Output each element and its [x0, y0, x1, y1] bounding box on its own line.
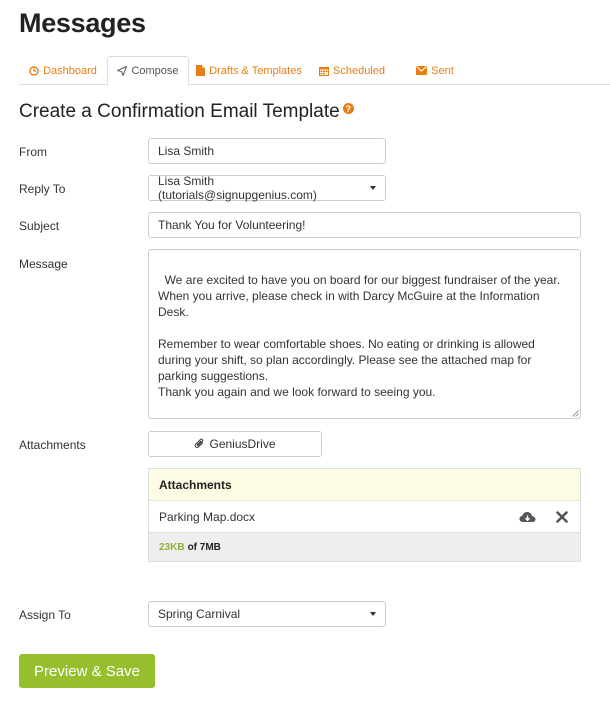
genius-drive-button[interactable]	[148, 431, 322, 457]
envelope-icon	[416, 66, 427, 75]
remove-icon[interactable]	[556, 511, 568, 523]
document-icon	[196, 65, 205, 76]
resize-grip-icon[interactable]	[572, 410, 579, 417]
paperclip-icon	[194, 438, 205, 450]
tab-label: Drafts & Templates	[209, 64, 302, 77]
assign-to-label: Assign To	[19, 608, 71, 622]
attachments-panel	[148, 468, 581, 562]
message-textarea[interactable]	[148, 249, 581, 419]
cloud-download-icon[interactable]	[519, 511, 536, 524]
tab-label: Compose	[131, 65, 179, 77]
page-title: Messages	[19, 8, 146, 38]
from-field[interactable]	[148, 138, 386, 164]
attachment-filename: Parking Map.docx	[159, 509, 256, 524]
subject-value: Thank You for Volunteering!	[158, 218, 306, 232]
reply-to-select[interactable]	[148, 175, 386, 201]
tab-label: Dashboard	[43, 64, 97, 77]
tab-dashboard[interactable]	[19, 56, 107, 85]
form-title-text: Create a Confirmation Email Template	[19, 101, 340, 122]
preview-save-button[interactable]: Preview & Save	[19, 654, 155, 688]
message-label: Message	[19, 257, 68, 271]
attachments-label: Attachments	[19, 438, 86, 452]
tab-sent[interactable]	[395, 56, 475, 85]
form-title	[19, 101, 354, 123]
message-value: We are excited to have you on board for our biggest fundraiser of the year. When you arrive, please check in with Darcy McGuire at the Information Desk. Remember to wear comfortable shoes. No eating or drinking is allowed during your shift, so plan accordingly. Please see the attached map for parking suggestions. Thank you again and we look forward to seeing you.	[158, 273, 561, 399]
paper-plane-icon	[117, 66, 127, 76]
storage-total: of 7MB	[187, 541, 221, 553]
from-label: From	[19, 145, 47, 159]
clock-icon	[29, 66, 39, 76]
storage-used: 23KB	[159, 541, 185, 553]
tab-scheduled[interactable]	[309, 56, 395, 85]
genius-drive-label: GeniusDrive	[209, 437, 276, 451]
subject-field[interactable]	[148, 212, 581, 238]
from-value: Lisa Smith	[158, 144, 215, 158]
reply-to-label: Reply To	[19, 182, 66, 196]
assign-to-select[interactable]	[148, 601, 386, 627]
caret-down-icon	[370, 612, 376, 616]
subject-label: Subject	[19, 219, 60, 233]
caret-down-icon	[370, 186, 376, 190]
tab-compose[interactable]	[107, 56, 189, 86]
help-icon[interactable]: ?	[343, 103, 354, 114]
attachment-item	[149, 501, 580, 533]
tab-label: Scheduled	[333, 64, 385, 77]
reply-to-value: Lisa Smith (tutorials@signupgenius.com)	[158, 174, 317, 202]
tab-bar	[19, 56, 610, 85]
tab-drafts-templates[interactable]	[189, 56, 309, 85]
storage-usage	[149, 533, 580, 561]
calendar-icon	[319, 66, 329, 76]
assign-to-value: Spring Carnival	[158, 607, 241, 621]
attachments-panel-title: Attachments	[149, 469, 580, 501]
tab-label: Sent	[431, 64, 454, 77]
